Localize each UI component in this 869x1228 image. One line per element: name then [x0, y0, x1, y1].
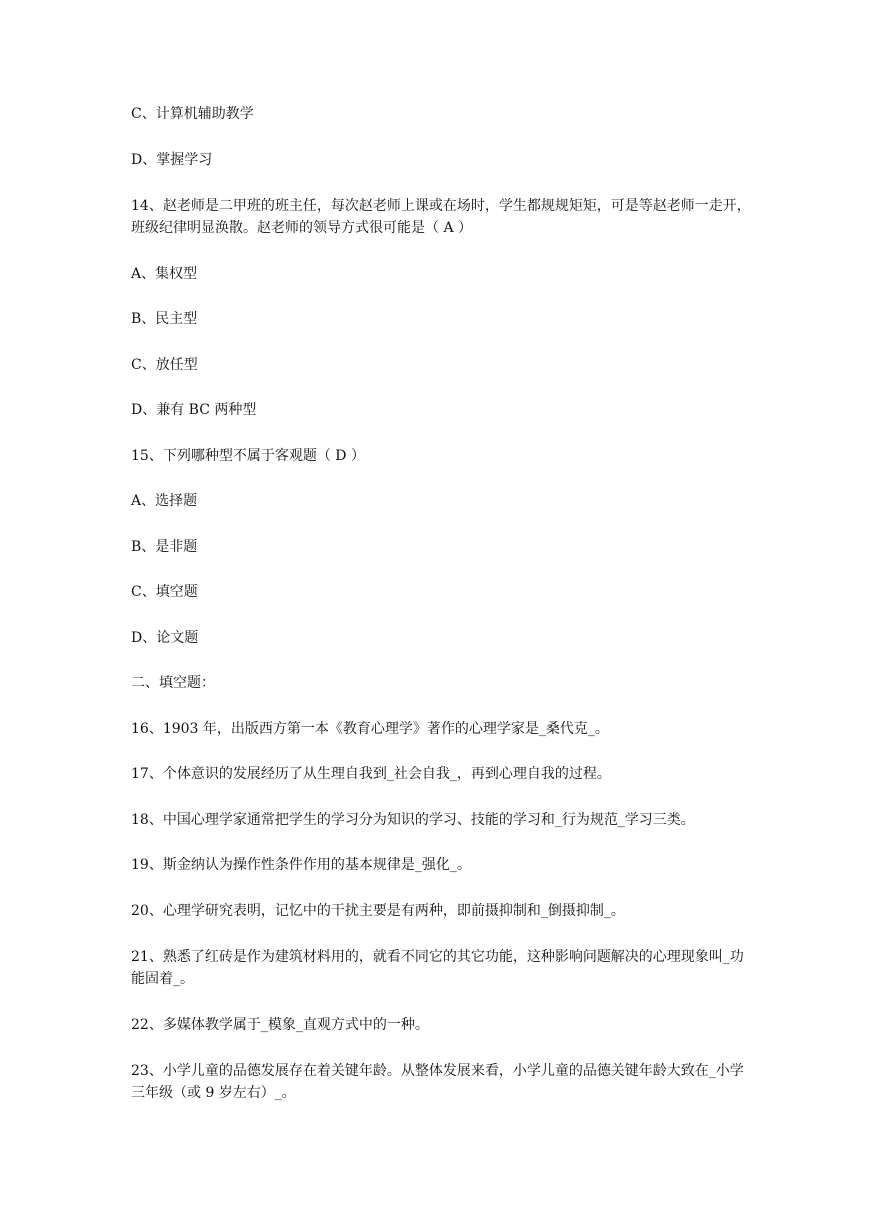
question-23: 23、小学儿童的品德发展存在着关键年龄。从整体发展来看，小学儿童的品德关键年龄大致在_小学三年级（或 9 岁左右）_。: [131, 1063, 744, 1101]
question-17: 17、个体意识的发展经历了从生理自我到_社会自我_，再到心理自我的过程。: [131, 766, 611, 782]
question-14: 14、赵老师是二甲班的班主任，每次赵老师上课或在场时，学生都规规矩矩，可是等赵老师一走开，班级纪律明显涣散。赵老师的领导方式很可能是（ A ）: [131, 198, 751, 236]
document-page: [131, 104, 751, 1129]
option-14c: C、放任型: [131, 356, 198, 373]
option-13d: D、掌握学习: [131, 151, 213, 168]
option-15d: D、论文题: [131, 629, 199, 646]
option-14a: A、集权型: [131, 265, 198, 282]
option-15a: A、选择题: [131, 493, 198, 509]
question-15: 15、下列哪种型不属于客观题（ D ）: [131, 447, 365, 464]
option-15c: C、填空题: [131, 584, 198, 600]
question-16: 16、1903 年，出版西方第一本《教育心理学》著作的心理学家是_桑代克_。: [131, 720, 609, 737]
option-14b: B、民主型: [131, 311, 198, 327]
question-22: 22、多媒体教学属于_模象_直观方式中的一种。: [131, 1016, 429, 1033]
option-14d: D、兼有 BC 两种型: [131, 402, 257, 418]
option-13c: C、计算机辅助教学: [131, 106, 254, 122]
question-20: 20、心理学研究表明，记忆中的干扰主要是有两种，即前摄抑制和_倒摄抑制_。: [131, 902, 625, 919]
question-21: 21、熟悉了红砖是作为建筑材料用的，就看不同它的其它功能，这种影响问题解决的心理现象叫_功能固着_。: [131, 949, 744, 987]
question-19: 19、斯金纳认为操作性条件作用的基本规律是_强化_。: [131, 857, 471, 873]
option-15b: B、是非题: [131, 538, 198, 555]
question-18: 18、中国心理学家通常把学生的学习分为知识的学习、技能的学习和_行为规范_学习三类。: [131, 811, 695, 828]
section-heading-fill-in: 二、填空题：: [131, 675, 215, 691]
